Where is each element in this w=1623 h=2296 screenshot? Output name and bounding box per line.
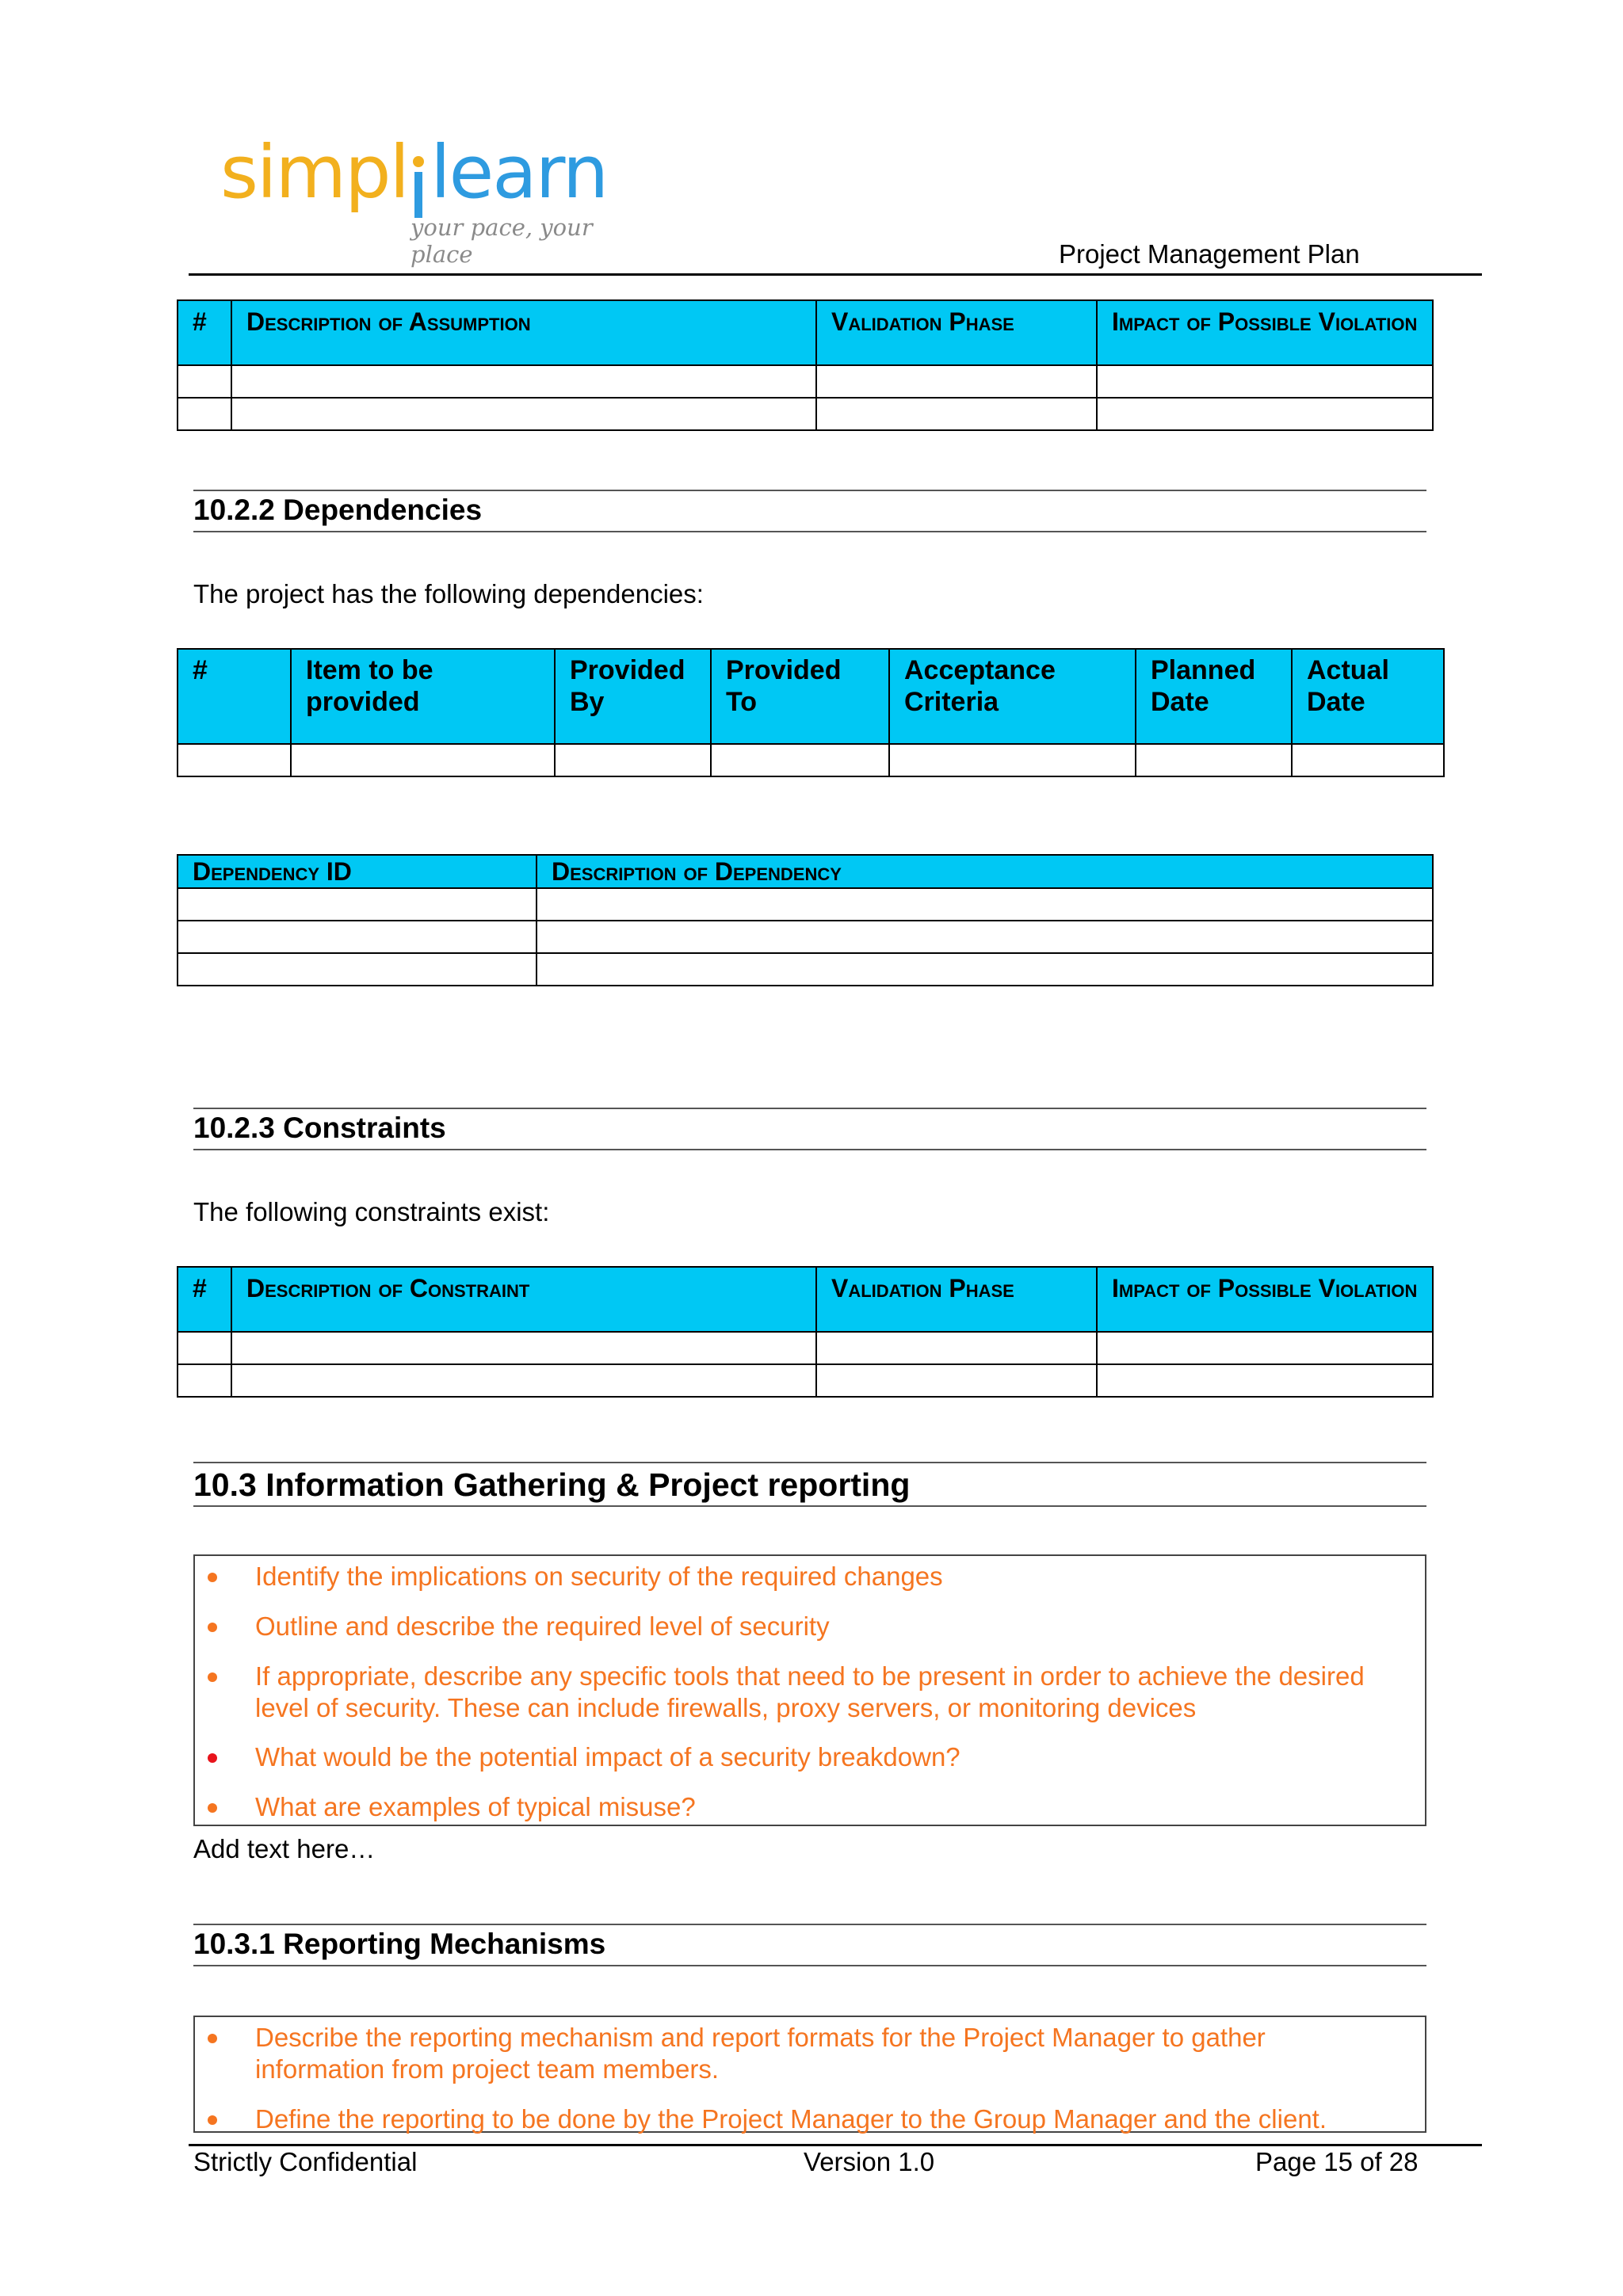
guidance-bullet: What are examples of typical misuse? <box>255 1792 696 1821</box>
section-heading-dependencies: 10.2.2 Dependencies <box>193 494 483 526</box>
dependency-id-table <box>177 854 1434 986</box>
guidance-bullet: Identify the implications on security of the required changes <box>255 1562 943 1591</box>
footer-page-number: Page 15 of 28 <box>1255 2147 1419 2176</box>
table-header: Actual Date <box>1292 649 1444 744</box>
guidance-bullet-continuation: information from project team members. <box>255 2054 720 2084</box>
section-rule <box>193 531 1426 532</box>
table-header: # <box>178 649 291 744</box>
guidance-bullet: If appropriate, describe any specific tools that need to be present in order to achieve the desired <box>255 1661 1365 1691</box>
table-header: Planned Date <box>1136 649 1292 744</box>
table-row <box>178 365 1433 398</box>
logo-tagline: your pace, your place <box>411 214 593 268</box>
table-header: Description of Constraint <box>231 1267 816 1332</box>
table-row <box>178 744 1444 776</box>
section-rule <box>193 1149 1426 1150</box>
logo-text-right: learn <box>430 130 608 215</box>
table-header: Item to be provided <box>291 649 555 744</box>
table-header: Acceptance Criteria <box>889 649 1136 744</box>
table-header: Description of Assumption <box>231 300 816 365</box>
document-title: Project Management Plan <box>1059 239 1360 269</box>
bullet-icon <box>208 1803 217 1813</box>
section-heading-information-gathering: 10.3 Information Gathering & Project reporting <box>193 1466 911 1503</box>
table-header: Dependency ID <box>178 855 537 888</box>
simplilearn-logo <box>220 130 648 268</box>
assumptions-table <box>177 299 1434 431</box>
table-row <box>178 921 1433 953</box>
bullet-icon <box>208 1672 217 1682</box>
table-header: Impact of Possible Violation <box>1097 300 1433 365</box>
bullet-icon <box>208 1623 217 1632</box>
guidance-bullet: What would be the potential impact of a security breakdown? <box>255 1742 960 1772</box>
section-rule <box>193 1924 1426 1925</box>
footer-rule <box>189 2144 1482 2146</box>
dependencies-table <box>177 648 1445 777</box>
table-header: # <box>178 300 231 365</box>
table-header: Description of Dependency <box>537 855 1433 888</box>
table-header: Validation Phase <box>816 1267 1097 1332</box>
constraints-table <box>177 1266 1434 1398</box>
table-header: Provided To <box>711 649 889 744</box>
table-header: Validation Phase <box>816 300 1097 365</box>
footer-confidential: Strictly Confidential <box>193 2147 418 2176</box>
table-row <box>178 953 1433 986</box>
bullet-icon <box>208 2115 217 2125</box>
bullet-icon <box>208 2034 217 2043</box>
header-rule <box>189 273 1482 276</box>
section-rule <box>193 1965 1426 1966</box>
table-row <box>178 398 1433 430</box>
section-heading-reporting: 10.3.1 Reporting Mechanisms <box>193 1928 606 1960</box>
section-rule <box>193 1108 1426 1109</box>
guidance-bullet: Define the reporting to be done by the Project Manager to the Group Manager and the client. <box>255 2104 1327 2134</box>
guidance-bullet: Describe the reporting mechanism and report formats for the Project Manager to gather <box>255 2023 1266 2052</box>
dependencies-intro: The project has the following dependencies: <box>193 579 704 608</box>
section-rule <box>193 490 1426 491</box>
footer-version: Version 1.0 <box>804 2147 935 2176</box>
bullet-icon <box>208 1753 217 1763</box>
table-header: # <box>178 1267 231 1332</box>
guidance-bullet-continuation: level of security. These can include firewalls, proxy servers, or monitoring devices <box>255 1693 1197 1722</box>
table-row <box>178 1332 1433 1364</box>
guidance-bullet: Outline and describe the required level of security <box>255 1611 830 1641</box>
logo-text-left: simpl <box>220 130 409 215</box>
table-header: Impact of Possible Violation <box>1097 1267 1433 1332</box>
section-heading-constraints: 10.2.3 Constraints <box>193 1112 446 1144</box>
placeholder-text[interactable]: Add text here… <box>193 1834 376 1863</box>
section-rule <box>193 1462 1426 1463</box>
constraints-intro: The following constraints exist: <box>193 1197 550 1226</box>
table-header: Provided By <box>555 649 711 744</box>
table-row <box>178 888 1433 921</box>
bullet-icon <box>208 1573 217 1582</box>
table-row <box>178 1364 1433 1397</box>
section-rule <box>193 1505 1426 1507</box>
